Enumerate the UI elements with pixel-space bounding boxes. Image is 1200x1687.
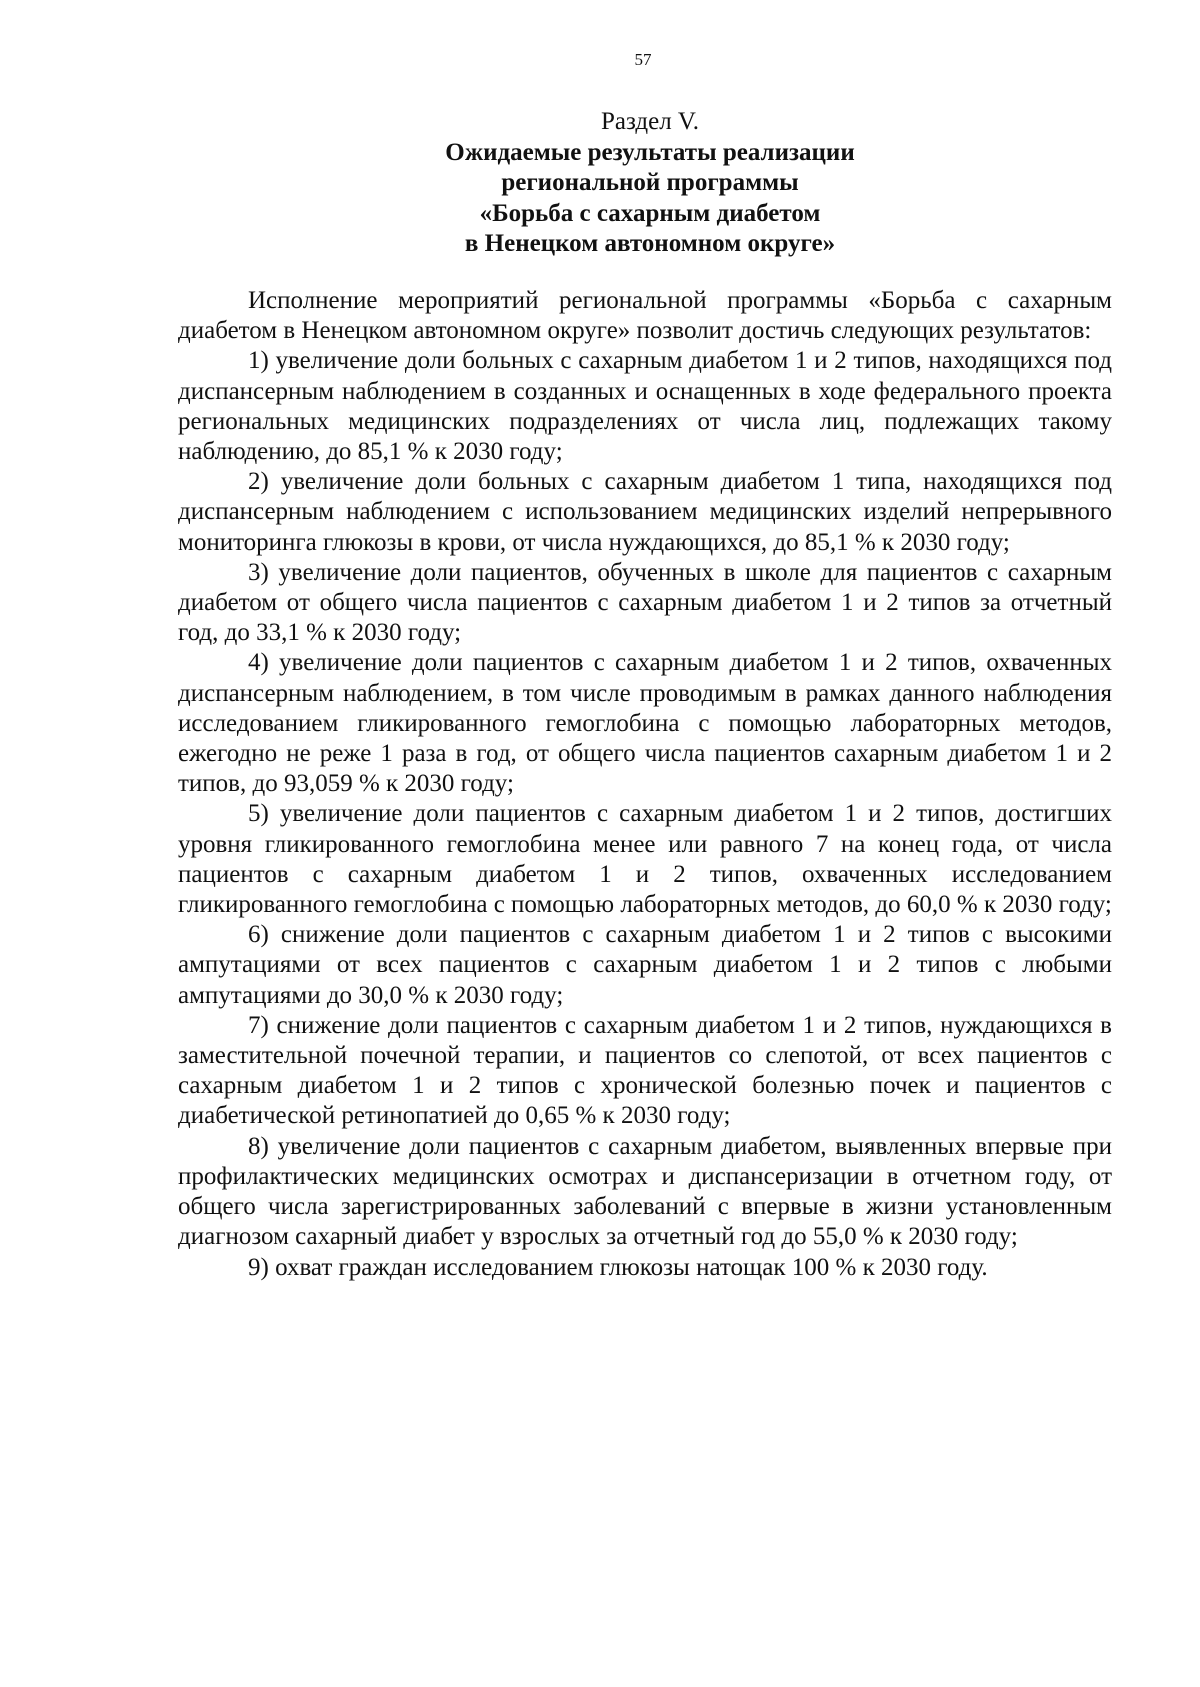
result-item-5: 5) увеличение доли пациентов с сахарным диабетом 1 и 2 типов, достигших уровня гликированного гемоглобина менее или равного 7 на конец года, от числа пациентов с сахарным диабетом 1 и 2 типов, охваченных исследованием гликированного гемоглобина с помощью лабораторных методов, до 60,0 % к 2030 году; [178, 800, 1112, 919]
section-title-line-3: «Борьба с сахарным диабетом [479, 199, 821, 227]
section-title-line-2: региональной программы [501, 169, 799, 196]
result-item-1: 1) увеличение доли больных с сахарным диабетом 1 и 2 типов, находящихся под диспансерным наблюдением в созданных и оснащенных в ходе федерального проекта региональных медицинских подразделениях от числа лиц, подлежащих такому наблюдению, до 85,1 % к 2030 году; [178, 347, 1112, 466]
result-item-7: 7) снижение доли пациентов с сахарным диабетом 1 и 2 типов, нуждающихся в заместительной почечной терапии, и пациентов со слепотой, от всех пациентов с сахарным диабетом 1 и 2 типов с хронической болезнью почек и пациентов с диабетической ретинопатией до 0,65 % к 2030 году; [178, 1011, 1112, 1130]
section-title-line-1: Ожидаемые результаты реализации [445, 138, 855, 166]
result-item-8: 8) увеличение доли пациентов с сахарным диабетом, выявленных впервые при профилактических медицинских осмотрах и диспансеризации в отчетном году, от общего числа зарегистрированных заболеваний с впервые в жизни установленным диагнозом сахарный диабет у взрослых за отчетный год до 55,0 % к 2030 году; [178, 1132, 1112, 1251]
section-heading [0, 107, 1200, 260]
section-label: Раздел V. [600, 108, 700, 135]
section-title-line-4: в Ненецком автономном округе» [464, 230, 836, 257]
result-item-4: 4) увеличение доли пациентов с сахарным диабетом 1 и 2 типов, охваченных диспансерным наблюдением, в том числе проводимым в рамках данного наблюдения исследованием гликированного гемоглобина с помощью лабораторных методов, ежегодно не реже 1 раза в год, от общего числа пациентов сахарным диабетом 1 и 2 типов, до 93,059 % к 2030 году; [178, 649, 1112, 798]
result-item-2: 2) увеличение доли больных с сахарным диабетом 1 типа, находящихся под диспансерным наблюдением с использованием медицинских изделий непрерывного мониторинга глюкозы в крови, от числа нуждающихся, до 85,1 % к 2030 году; [178, 468, 1112, 556]
result-item-6: 6) снижение доли пациентов с сахарным диабетом 1 и 2 типов с высокими ампутациями от всех пациентов с сахарным диабетом 1 и 2 типов с любыми ампутациями до 30,0 % к 2030 году; [178, 921, 1112, 1009]
result-item-9: 9) охват граждан исследованием глюкозы натощак 100 % к 2030 году. [248, 1253, 988, 1281]
body-text [178, 286, 1112, 1283]
page-number: 57 [634, 50, 652, 69]
result-item-3: 3) увеличение доли пациентов, обученных в школе для пациентов с сахарным диабетом от общего числа пациентов с сахарным диабетом 1 и 2 типов за отчетный год, до 33,1 % к 2030 году; [178, 558, 1112, 647]
intro-paragraph: Исполнение мероприятий региональной программы «Борьба с сахарным диабетом в Ненецком автономном округе» позволит достичь следующих результатов: [178, 287, 1112, 345]
